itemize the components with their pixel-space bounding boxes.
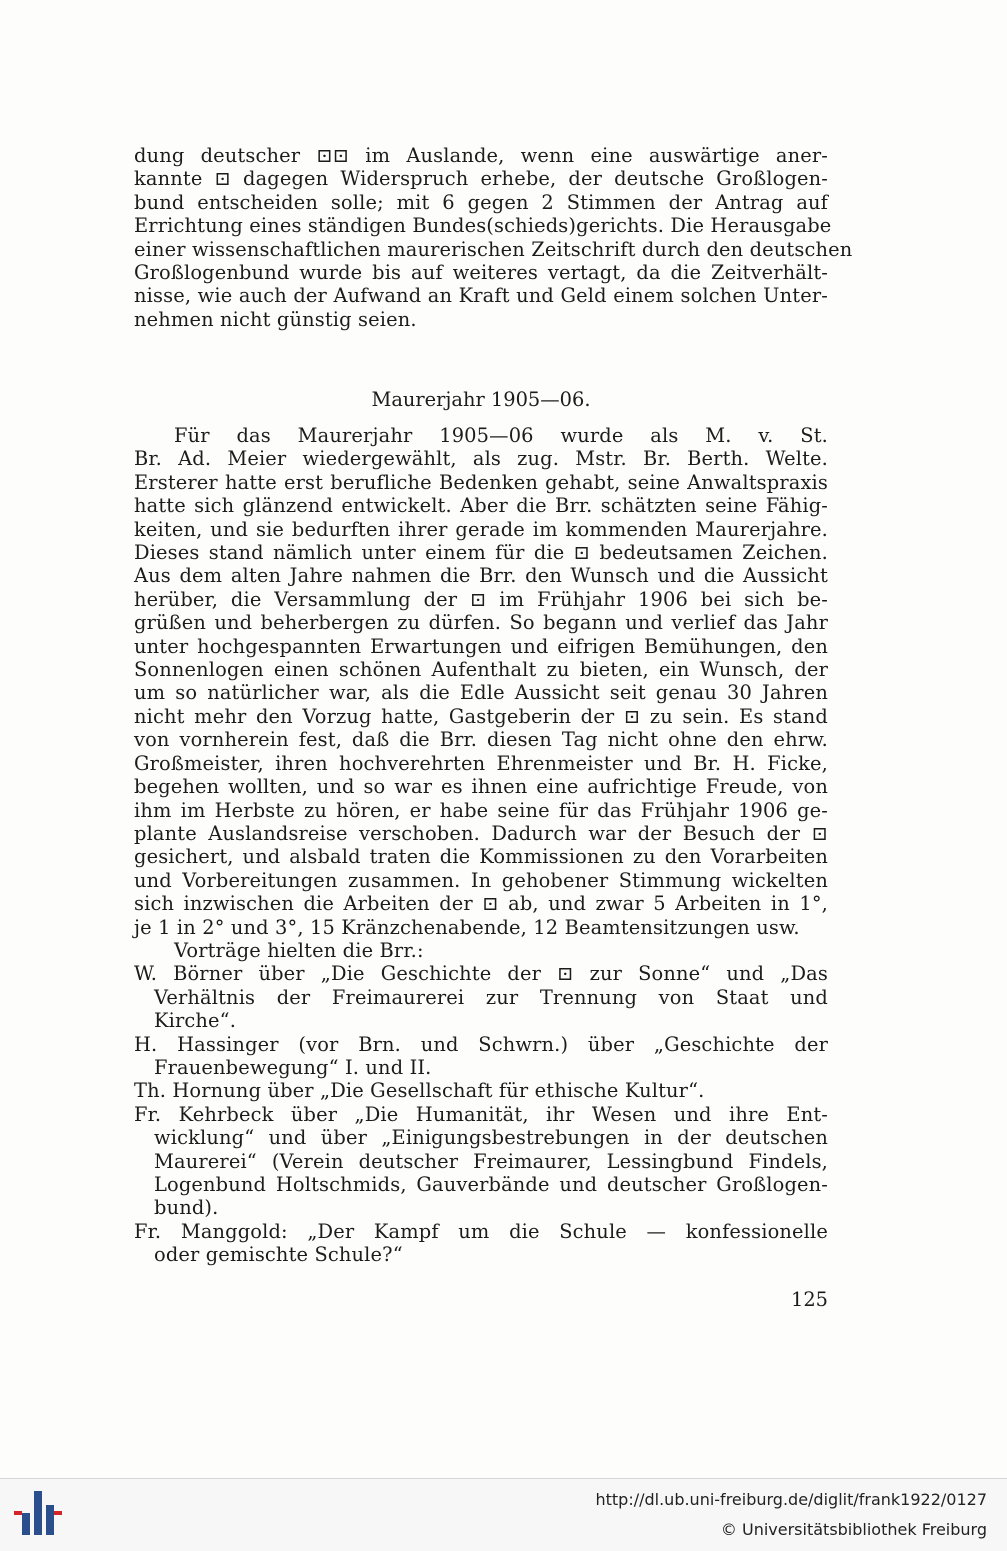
lecture-entry-continued: wicklung“ und über „Einigungsbestrebungen in der deutschen [154, 1126, 828, 1150]
text-line: Br. Ad. Meier wiedergewählt, als zug. Mstr. Br. Berth. Welte. [134, 447, 828, 471]
lecture-entry-continued: Kirche“. [154, 1009, 237, 1033]
text-line: ihm im Herbste zu hören, er habe seine für das Frühjahr 1906 ge- [134, 798, 828, 822]
text-line: Großlogenbund wurde bis auf weiteres vertagt, da die Zeitverhält- [134, 261, 828, 285]
text-line: begehen wollten, und so war es ihnen eine aufrichtige Freude, von [134, 775, 828, 799]
lecture-entry: Fr. Manggold: „Der Kampf um die Schule — konfessionelle [134, 1219, 828, 1243]
text-line: Dieses stand nämlich unter einem für die ⊡ bedeutsamen Zeichen. [134, 541, 828, 565]
text-line: keiten, und sie bedurften ihrer gerade im kommenden Maurerjahre. [134, 517, 828, 541]
lecture-entry: W. Börner über „Die Geschichte der ⊡ zur Sonne“ und „Das [134, 962, 828, 986]
text-line: grüßen und beherbergen zu dürfen. So begann und verlief das Jahr [134, 611, 828, 635]
text-line: hatte sich glänzend entwickelt. Aber die Brr. schätzten seine Fähig- [134, 494, 828, 518]
lecture-entry: H. Hassinger (vor Brn. und Schwrn.) über „Geschichte der [134, 1032, 828, 1056]
text-line: nehmen nicht günstig seien. [134, 307, 417, 331]
text-line: je 1 in 2° und 3°, 15 Kränzchenabende, 12 Beamtensitzungen usw. [134, 915, 800, 939]
lecture-entry: Th. Hornung über „Die Gesellschaft für ethische Kultur“. [134, 1079, 705, 1103]
intro-paragraph [134, 144, 853, 331]
text-line: Sonnenlogen einen schönen Aufenthalt zu bieten, ein Wunsch, der [134, 658, 828, 682]
lecture-entry-continued: Frauenbewegung“ I. und II. [154, 1055, 432, 1079]
text-line: gesichert, und alsbald traten die Kommissionen zu den Vorarbeiten [134, 845, 828, 869]
section-heading: Maurerjahr 1905—06. [371, 388, 591, 411]
lectures-intro: Vorträge hielten die Brr.: [174, 938, 424, 962]
text-line: um so natürlicher war, als die Edle Aussicht seit genau 30 Jahren [134, 681, 828, 705]
text-line: Errichtung eines ständigen Bundes(schieds)gerichts. Die Herausgabe [134, 214, 832, 238]
lecture-entry: Fr. Kehrbeck über „Die Humanität, ihr Wesen und ihre Ent- [134, 1102, 828, 1126]
page-number: 125 [790, 1288, 828, 1311]
lecture-entry-continued: bund). [154, 1196, 219, 1220]
text-line: nisse, wie auch der Aufwand an Kraft und Geld einem solchen Unter- [134, 284, 828, 308]
lecture-entry-continued: Verhältnis der Freimaurerei zur Trennung von Staat und [154, 985, 828, 1009]
text-line: Ersterer hatte erst berufliche Bedenken gehabt, seine Anwaltspraxis [134, 470, 828, 494]
library-logo-icon [14, 1487, 64, 1543]
viewer-footer [0, 1478, 1007, 1551]
text-line: herüber, die Versammlung der ⊡ im Frühjahr 1906 bei sich be- [134, 587, 828, 611]
lecture-entry-continued: Maurerei“ (Verein deutscher Freimaurer, Lessingbund Findels, [154, 1149, 828, 1173]
lecture-entry-continued: Logenbund Holtschmids, Gauverbände und deutscher Großlogen- [154, 1173, 828, 1196]
copyright-notice: © Universitätsbibliothek Freiburg [720, 1520, 987, 1539]
text-line: sich inzwischen die Arbeiten der ⊡ ab, und zwar 5 Arbeiten in 1°, [134, 892, 828, 916]
text-line: und Vorbereitungen zusammen. In gehobener Stimmung wickelten [134, 868, 828, 892]
text-line: plante Auslandsreise verschoben. Dadurch war der Besuch der ⊡ [134, 821, 828, 845]
main-paragraph [134, 424, 828, 1267]
text-line: unter hochgespannten Erwartungen und eifrigen Bemühungen, den [134, 634, 828, 658]
text-line: dung deutscher ⊡⊡ im Auslande, wenn eine auswärtige aner- [134, 144, 828, 167]
text-line: Aus dem alten Jahre nahmen die Brr. den Wunsch und die Aussicht [134, 564, 828, 588]
text-line: nicht mehr den Vorzug hatte, Gastgeberin der ⊡ zu sein. Es stand [134, 704, 828, 728]
text-line: kannte ⊡ dagegen Widerspruch erhebe, der deutsche Großlogen- [134, 167, 828, 191]
text-line: Für das Maurerjahr 1905—06 wurde als M. v. St. [174, 424, 828, 447]
text-line: einer wissenschaftlichen maurerischen Zeitschrift durch den deutschen [134, 237, 853, 261]
permalink-url[interactable]: http://dl.ub.uni-freiburg.de/diglit/frank1922/0127 [595, 1490, 987, 1509]
text-line: bund entscheiden solle; mit 6 gegen 2 Stimmen der Antrag auf [134, 190, 828, 214]
lecture-entry-continued: oder gemischte Schule?“ [154, 1243, 403, 1267]
text-line: Großmeister, ihren hochverehrten Ehrenmeister und Br. H. Ficke, [134, 751, 828, 775]
text-line: von vornherein fest, daß die Brr. diesen Tag nicht ohne den ehrw. [134, 728, 828, 752]
